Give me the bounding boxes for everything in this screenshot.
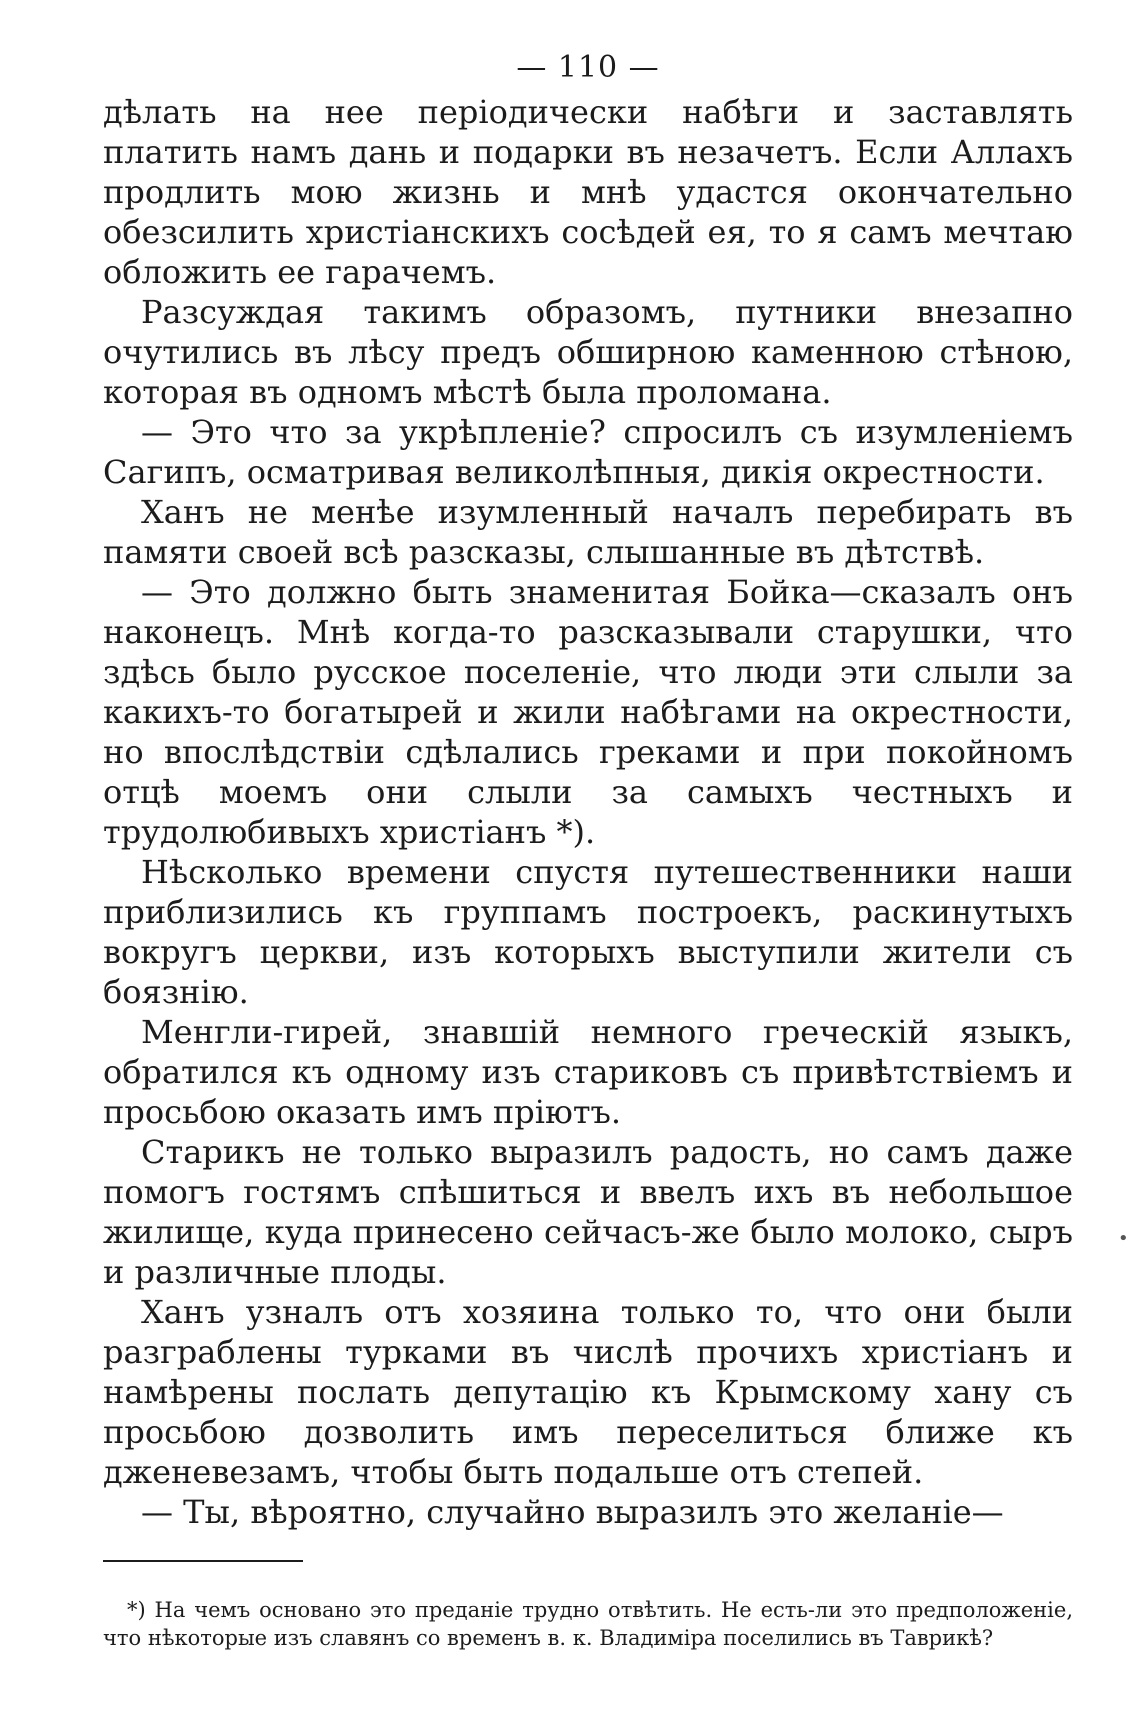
paragraph: Старикъ не только выразилъ радость, но самъ даже помогъ гостямъ спѣшиться и ввелъ ихъ въ небольшое жилище, куда принесено сейчасъ-же было молоко, сыръ и различные плоды. xyxy=(103,1133,1073,1291)
paragraph: — Это должно быть знаменитая Бойка—сказалъ онъ наконецъ. Мнѣ когда-то разсказывали старушки, что здѣсь было русское поселеніе, что люди эти слыли за какихъ-то богатырей и жили набѣгами на окрестности, но впослѣдствіи сдѣлались греками и при покойномъ отцѣ моемъ они слыли за самыхъ честныхъ и трудолюбивыхъ христіанъ *). xyxy=(103,573,1073,851)
paragraph: Нѣсколько времени спустя путешественники наши приблизились къ группамъ построекъ, раскинутыхъ вокругъ церкви, изъ которыхъ выступили жители съ боязнію. xyxy=(103,853,1073,1011)
footnote-divider xyxy=(103,1560,303,1562)
stray-print-mark: • xyxy=(1118,1228,1129,1249)
paragraph: Менгли-гирей, знавшій немного греческій языкъ, обратился къ одному изъ стариковъ съ привѣтствіемъ и просьбою оказать имъ пріютъ. xyxy=(103,1013,1073,1131)
paragraph: Ханъ не менѣе изумленный началъ перебирать въ памяти своей всѣ разсказы, слышанные въ дѣтствѣ. xyxy=(103,493,1073,571)
book-page xyxy=(103,48,1073,1673)
paragraph: — Ты, вѣроятно, случайно выразилъ это желаніе— xyxy=(141,1493,1004,1531)
paragraph: дѣлать на нее періодически набѣги и заставлять платить намъ дань и подарки въ незачетъ. Если Аллахъ продлить мою жизнь и мнѣ удастся окончательно обезсилить христіанскихъ сосѣдей ея, то я самъ мечтаю обложить ее гарачемъ. xyxy=(103,93,1073,291)
page-number: — 110 — xyxy=(516,50,660,85)
paragraph: Разсуждая такимъ образомъ, путники внезапно очутились въ лѣсу предъ обширною каменною стѣною, которая въ одномъ мѣстѣ была проломана. xyxy=(103,293,1073,411)
paragraph: — Это что за укрѣпленіе? спросилъ съ изумленіемъ Сагипъ, осматривая великолѣпныя, дикія окрестности. xyxy=(103,413,1073,491)
footnote: *) На чемъ основано это преданіе трудно отвѣтить. Не есть-ли это предположеніе, что нѣкоторые изъ славянъ со временъ в. к. Владиміра поселились въ Таврикѣ? xyxy=(103,1598,1073,1650)
body-text xyxy=(103,92,1073,1532)
paragraph: Ханъ узналъ отъ хозяина только то, что они были разграблены турками въ числѣ прочихъ христіанъ и намѣрены послать депутацію къ Крымскому хану съ просьбою дозволить имъ переселиться ближе къ дженевезамъ, чтобы быть подальше отъ степей. xyxy=(103,1293,1073,1491)
